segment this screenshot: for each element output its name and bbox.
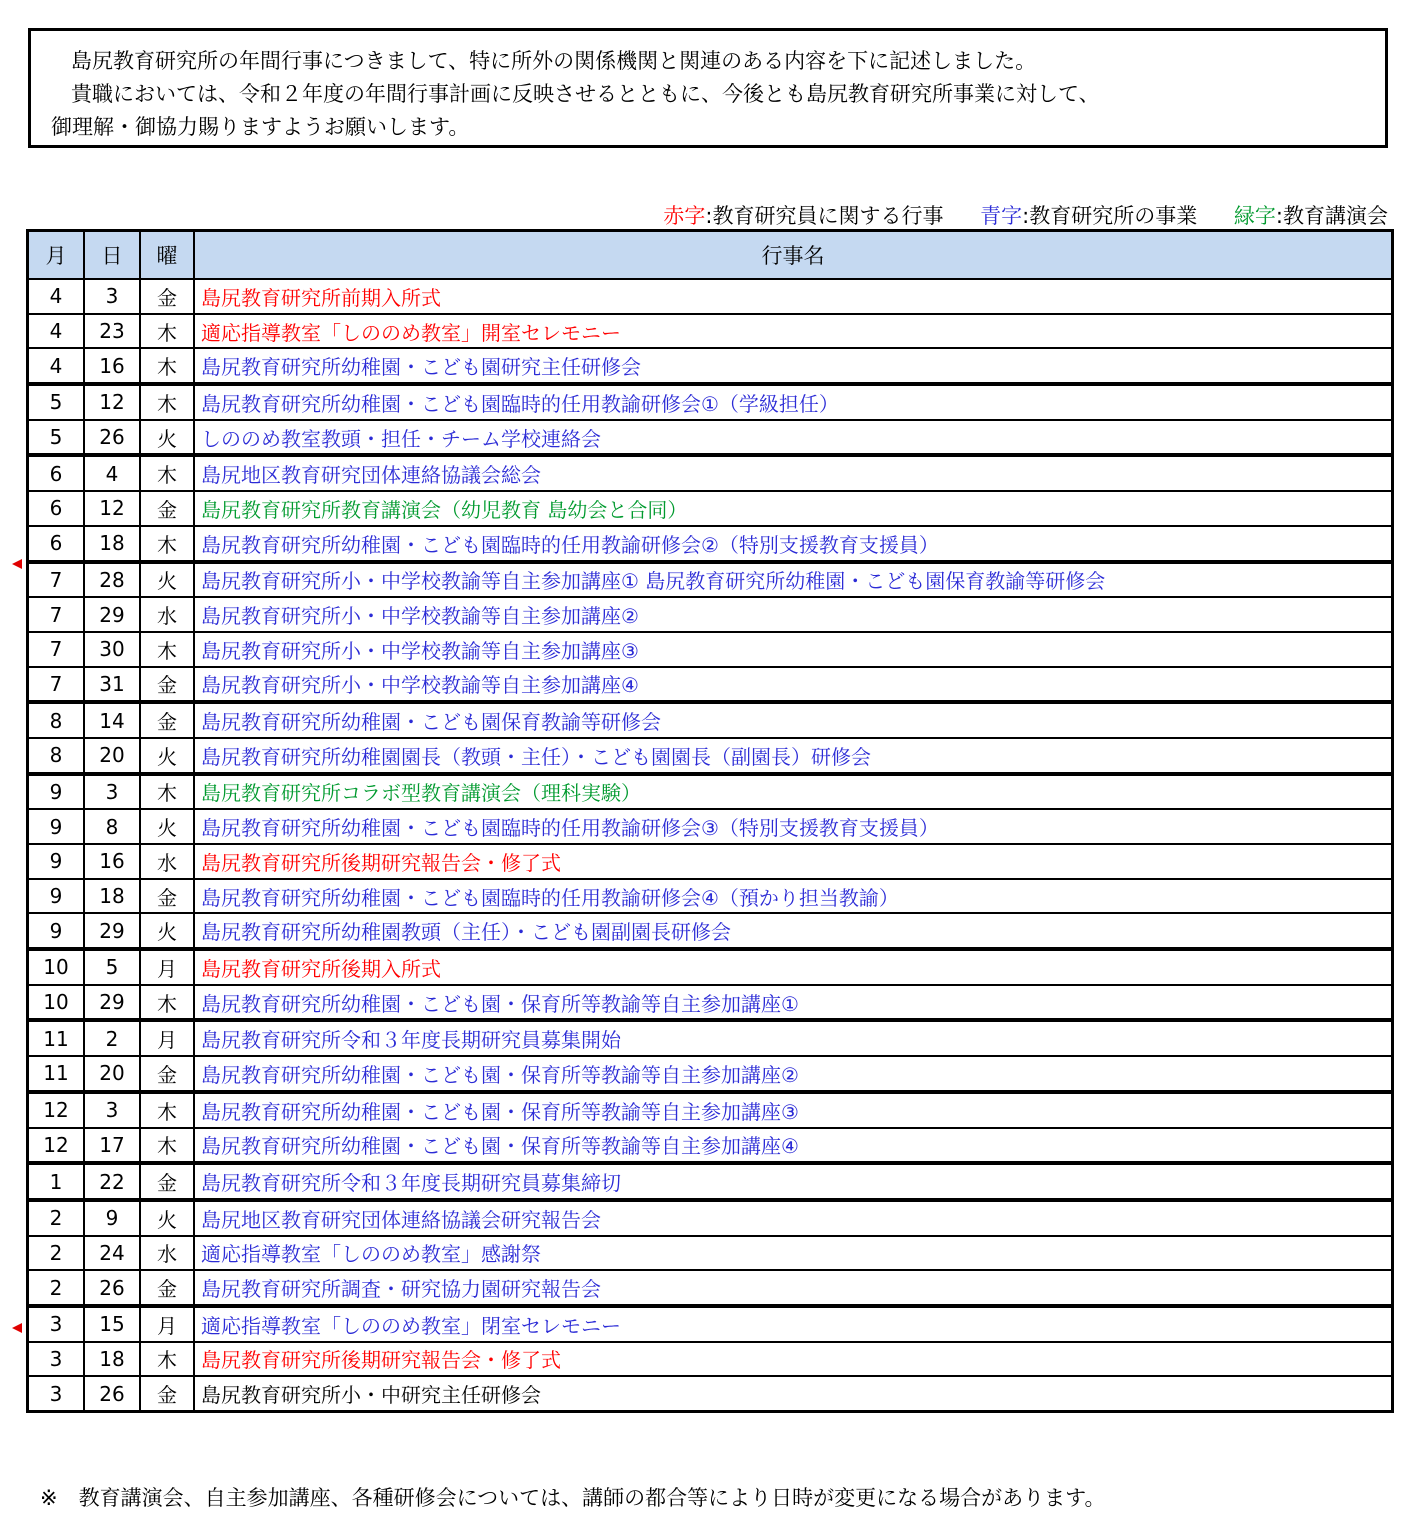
month-cell: 6 [28,491,85,526]
day-cell: 4 [84,455,140,491]
day-cell: 14 [84,702,140,738]
weekday-cell: 火 [140,420,194,456]
day-cell: 3 [84,1092,140,1128]
legend-blue-desc: 教育研究所の事業 [1029,204,1198,228]
day-cell: 9 [84,1200,140,1236]
weekday-cell: 木 [140,774,194,810]
weekday-cell: 金 [140,702,194,738]
month-cell: 3 [28,1376,85,1411]
event-name-cell: 島尻教育研究所小・中学校教諭等自主参加講座③ [194,632,1393,667]
weekday-cell: 金 [140,1163,194,1200]
month-cell: 3 [28,1342,85,1377]
month-cell: 8 [28,702,85,738]
table-row [28,1270,1393,1306]
table-row [28,348,1393,384]
month-cell: 10 [28,985,85,1021]
day-cell: 17 [84,1128,140,1164]
weekday-cell: 木 [140,632,194,667]
table-row [28,809,1393,844]
table-row [28,985,1393,1021]
table-row [28,844,1393,879]
month-cell: 12 [28,1092,85,1128]
event-name-cell: 島尻教育研究所幼稚園・こども園臨時的任用教諭研修会③（特別支援教育支援員） [194,809,1393,844]
row-marker-icon [12,559,22,569]
weekday-cell: 木 [140,985,194,1021]
weekday-cell: 火 [140,913,194,949]
month-cell: 2 [28,1200,85,1236]
weekday-cell: 金 [140,1056,194,1092]
table-row [28,455,1393,491]
weekday-cell: 月 [140,1020,194,1056]
weekday-cell: 金 [140,1270,194,1306]
month-cell: 9 [28,844,85,879]
month-cell: 4 [28,348,85,384]
weekday-cell: 金 [140,879,194,914]
weekday-cell: 火 [140,562,194,598]
month-cell: 3 [28,1306,85,1342]
day-cell: 3 [84,279,140,314]
table-row [28,702,1393,738]
weekday-cell: 木 [140,384,194,420]
month-cell: 7 [28,562,85,598]
event-name-cell: 島尻教育研究所後期入所式 [194,949,1393,985]
day-cell: 18 [84,879,140,914]
table-row [28,879,1393,914]
event-name-cell: 島尻教育研究所幼稚園園長（教頭・主任）・こども園園長（副園長）研修会 [194,738,1393,774]
event-name-cell: 島尻教育研究所幼稚園・こども園・保育所等教諭等自主参加講座② [194,1056,1393,1092]
month-cell: 7 [28,667,85,703]
table-row [28,774,1393,810]
event-name-cell: 島尻教育研究所後期研究報告会・修了式 [194,844,1393,879]
table-row [28,1236,1393,1271]
day-cell: 22 [84,1163,140,1200]
header-month: 月 [28,231,85,280]
table-row [28,1092,1393,1128]
legend-red-sep: : [705,204,713,228]
weekday-cell: 金 [140,667,194,703]
table-row [28,949,1393,985]
month-cell: 5 [28,420,85,456]
weekday-cell: 木 [140,314,194,349]
event-name-cell: 島尻教育研究所幼稚園・こども園・保育所等教諭等自主参加講座③ [194,1092,1393,1128]
weekday-cell: 火 [140,1200,194,1236]
event-name-cell: 島尻教育研究所コラボ型教育講演会（理科実験） [194,774,1393,810]
event-name-cell: 島尻教育研究所幼稚園・こども園研究主任研修会 [194,348,1393,384]
day-cell: 23 [84,314,140,349]
table-row [28,279,1393,314]
intro-line-3: 御理解・御協力賜りますようお願いします。 [51,115,470,139]
weekday-cell: 木 [140,348,194,384]
day-cell: 24 [84,1236,140,1271]
table-row [28,1342,1393,1377]
event-name-cell: 島尻教育研究所幼稚園・こども園・保育所等教諭等自主参加講座④ [194,1128,1393,1164]
day-cell: 20 [84,738,140,774]
event-name-cell: 島尻教育研究所令和３年度長期研究員募集開始 [194,1020,1393,1056]
month-cell: 5 [28,384,85,420]
month-cell: 4 [28,314,85,349]
event-name-cell: 島尻地区教育研究団体連絡協議会研究報告会 [194,1200,1393,1236]
day-cell: 2 [84,1020,140,1056]
weekday-cell: 金 [140,279,194,314]
weekday-cell: 金 [140,1376,194,1411]
header-event: 行事名 [194,231,1393,280]
month-cell: 11 [28,1020,85,1056]
event-name-cell: 島尻教育研究所幼稚園・こども園臨時的任用教諭研修会②（特別支援教育支援員） [194,526,1393,562]
table-row [28,1376,1393,1411]
weekday-cell: 木 [140,1128,194,1164]
day-cell: 8 [84,809,140,844]
day-cell: 18 [84,1342,140,1377]
header-weekday: 曜 [140,231,194,280]
month-cell: 12 [28,1128,85,1164]
table-row [28,1306,1393,1342]
weekday-cell: 木 [140,455,194,491]
table-row [28,384,1393,420]
weekday-cell: 火 [140,738,194,774]
table-row [28,1128,1393,1164]
month-cell: 7 [28,597,85,632]
event-name-cell: 適応指導教室「しののめ教室」開室セレモニー [194,314,1393,349]
intro-line-1: 島尻教育研究所の年間行事につきまして、特に所外の関係機関と関連のある内容を下に記述しました。 [71,49,1037,73]
color-legend [633,200,1388,230]
table-row [28,1020,1393,1056]
weekday-cell: 月 [140,1306,194,1342]
event-name-cell: 島尻教育研究所調査・研究協力園研究報告会 [194,1270,1393,1306]
event-name-cell: 島尻地区教育研究団体連絡協議会総会 [194,455,1393,491]
day-cell: 28 [84,562,140,598]
day-cell: 3 [84,774,140,810]
month-cell: 8 [28,738,85,774]
intro-line-2: 貴職においては、令和２年度の年間行事計画に反映させるとともに、今後とも島尻教育研究所事業に対して、 [71,82,1100,106]
legend-red [663,204,943,228]
intro-box [28,28,1388,148]
legend-blue-sep: : [1022,204,1030,228]
table-row [28,1163,1393,1200]
day-cell: 12 [84,384,140,420]
table-row [28,420,1393,456]
row-marker-icon [12,1323,22,1333]
month-cell: 7 [28,632,85,667]
event-name-cell: 適応指導教室「しののめ教室」閉室セレモニー [194,1306,1393,1342]
day-cell: 29 [84,597,140,632]
month-cell: 2 [28,1236,85,1271]
legend-blue [980,204,1197,228]
day-cell: 31 [84,667,140,703]
event-name-cell: 島尻教育研究所小・中学校教諭等自主参加講座① 島尻教育研究所幼稚園・こども園保育教諭等研修会 [194,562,1393,598]
legend-green-key: 緑字 [1233,204,1276,228]
day-cell: 15 [84,1306,140,1342]
event-name-cell: 島尻教育研究所幼稚園・こども園保育教諭等研修会 [194,702,1393,738]
weekday-cell: 月 [140,949,194,985]
event-name-cell: しののめ教室教頭・担任・チーム学校連絡会 [194,420,1393,456]
day-cell: 12 [84,491,140,526]
event-name-cell: 島尻教育研究所前期入所式 [194,279,1393,314]
weekday-cell: 木 [140,1092,194,1128]
header-row [28,231,1393,280]
weekday-cell: 木 [140,526,194,562]
day-cell: 16 [84,844,140,879]
day-cell: 29 [84,985,140,1021]
day-cell: 26 [84,420,140,456]
event-name-cell: 島尻教育研究所幼稚園・こども園臨時的任用教諭研修会④（預かり担当教諭） [194,879,1393,914]
event-name-cell: 島尻教育研究所幼稚園・こども園臨時的任用教諭研修会①（学級担任） [194,384,1393,420]
month-cell: 1 [28,1163,85,1200]
weekday-cell: 水 [140,844,194,879]
table-row [28,632,1393,667]
table-row [28,314,1393,349]
footnote: ※ 教育講演会、自主参加講座、各種研修会については、講師の都合等により日時が変更になる場合があります。 [40,1486,1106,1510]
schedule-body [28,279,1393,1412]
month-cell: 9 [28,879,85,914]
table-row [28,526,1393,562]
legend-green-desc: 教育講演会 [1283,204,1388,228]
day-cell: 5 [84,949,140,985]
schedule-table [26,229,1394,1413]
legend-red-desc: 教育研究員に関する行事 [712,204,944,228]
table-row [28,1200,1393,1236]
day-cell: 30 [84,632,140,667]
event-name-cell: 島尻教育研究所幼稚園・こども園・保育所等教諭等自主参加講座① [194,985,1393,1021]
table-row [28,491,1393,526]
event-name-cell: 島尻教育研究所令和３年度長期研究員募集締切 [194,1163,1393,1200]
day-cell: 18 [84,526,140,562]
event-name-cell: 島尻教育研究所後期研究報告会・修了式 [194,1342,1393,1377]
weekday-cell: 火 [140,809,194,844]
day-cell: 26 [84,1270,140,1306]
event-name-cell: 島尻教育研究所小・中研究主任研修会 [194,1376,1393,1411]
event-name-cell: 島尻教育研究所教育講演会（幼児教育 島幼会と合同） [194,491,1393,526]
month-cell: 10 [28,949,85,985]
event-name-cell: 島尻教育研究所小・中学校教諭等自主参加講座④ [194,667,1393,703]
weekday-cell: 金 [140,491,194,526]
table-row [28,597,1393,632]
month-cell: 9 [28,913,85,949]
month-cell: 2 [28,1270,85,1306]
event-name-cell: 島尻教育研究所幼稚園教頭（主任）・こども園副園長研修会 [194,913,1393,949]
weekday-cell: 木 [140,1342,194,1377]
month-cell: 4 [28,279,85,314]
header-day: 日 [84,231,140,280]
day-cell: 26 [84,1376,140,1411]
legend-green [1234,204,1388,228]
month-cell: 9 [28,809,85,844]
table-row [28,1056,1393,1092]
table-row [28,738,1393,774]
weekday-cell: 水 [140,1236,194,1271]
legend-red-key: 赤字 [663,204,706,228]
event-name-cell: 島尻教育研究所小・中学校教諭等自主参加講座② [194,597,1393,632]
day-cell: 29 [84,913,140,949]
table-row [28,913,1393,949]
month-cell: 11 [28,1056,85,1092]
month-cell: 9 [28,774,85,810]
day-cell: 20 [84,1056,140,1092]
legend-blue-key: 青字 [980,204,1023,228]
table-row [28,667,1393,703]
weekday-cell: 水 [140,597,194,632]
event-name-cell: 適応指導教室「しののめ教室」感謝祭 [194,1236,1393,1271]
day-cell: 16 [84,348,140,384]
table-row [28,562,1393,598]
legend-green-sep: : [1275,204,1283,228]
month-cell: 6 [28,455,85,491]
month-cell: 6 [28,526,85,562]
